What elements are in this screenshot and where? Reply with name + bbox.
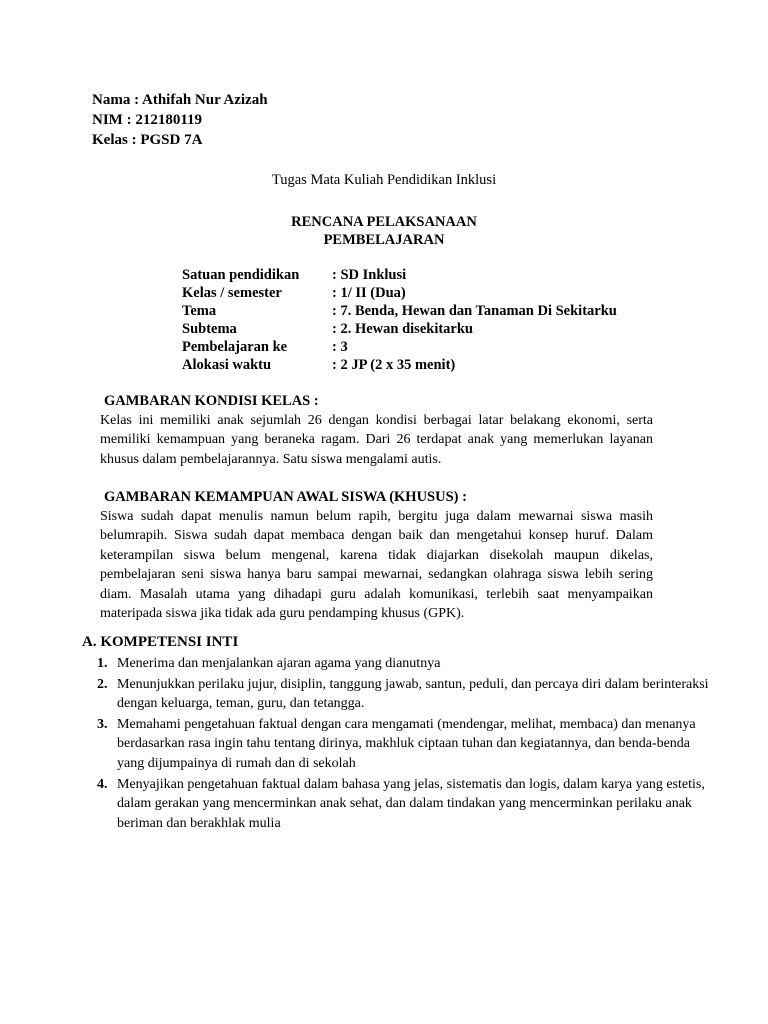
- item-text: Memahami pengetahuan faktual dengan cara mengamati (mendengar, melihat, membaca) dan menanya berdasarkan rasa ingin tahu tentang dirinya, makhluk ciptaan tuhan dan kegiatannya, dan benda-benda yang dijumpainya di rumah dan di sekolah: [117, 716, 696, 771]
- info-row: [182, 320, 617, 338]
- item-number: 4.: [97, 776, 108, 792]
- info-row: [182, 338, 617, 356]
- kompetensi-inti-list: [97, 654, 717, 834]
- info-value: : SD Inklusi: [332, 267, 407, 283]
- info-row: [182, 356, 617, 374]
- course-title: Tugas Mata Kuliah Pendidikan Inklusi: [271, 172, 497, 188]
- info-value: : 7. Benda, Hewan dan Tanaman Di Sekitarku: [332, 303, 617, 319]
- info-row: [182, 302, 617, 320]
- info-value: : 2. Hewan disekitarku: [332, 321, 473, 337]
- student-nim: NIM : 212180119: [92, 112, 202, 128]
- item-number: 3.: [97, 716, 108, 732]
- list-item: [97, 675, 717, 714]
- item-text: Menerima dan menjalankan ajaran agama yang dianutnya: [117, 656, 441, 671]
- info-label: Tema: [182, 303, 217, 319]
- item-number: 1.: [97, 656, 108, 671]
- item-text: Menunjukkan perilaku jujur, disiplin, tanggung jawab, santun, peduli, dan percaya diri dalam berinteraksi dengan keluarga, teman, guru, dan tetangga.: [117, 676, 709, 712]
- document-title-line2: PEMBELAJARAN: [323, 232, 445, 248]
- list-item: [97, 775, 717, 834]
- info-label: Subtema: [182, 321, 237, 337]
- kondisi-kelas-heading: GAMBARAN KONDISI KELAS :: [104, 393, 319, 409]
- info-label: Kelas / semester: [182, 285, 282, 301]
- info-value: : 2 JP (2 x 35 menit): [332, 357, 456, 373]
- kondisi-kelas-paragraph: Kelas ini memiliki anak sejumlah 26 dengan kondisi berbagai latar belakang ekonomi, serta memiliki kemampuan yang beraneka ragam. Dari 26 terdapat anak yang memerlukan layanan khusus dalam pembelajarannya. Satu siswa mengalami autis.: [100, 413, 653, 467]
- list-item: [97, 654, 717, 674]
- info-value: : 1/ II (Dua): [332, 285, 406, 301]
- item-number: 2.: [97, 676, 108, 692]
- info-row: [182, 266, 617, 284]
- info-label: Satuan pendidikan: [182, 267, 300, 283]
- student-class: Kelas : PGSD 7A: [92, 132, 203, 148]
- student-name: Nama : Athifah Nur Azizah: [92, 92, 268, 108]
- info-row: [182, 284, 617, 302]
- list-item: [97, 715, 717, 774]
- info-value: : 3: [332, 339, 348, 355]
- lesson-info-table: [182, 266, 617, 374]
- item-text: Menyajikan pengetahuan faktual dalam bahasa yang jelas, sistematis dan logis, dalam karya yang estetis, dalam gerakan yang mencerminkan anak sehat, dan dalam tindakan yang mencerminkan perilaku anak beriman dan berakhlak mulia: [117, 776, 705, 831]
- info-label: Pembelajaran ke: [182, 339, 288, 355]
- kemampuan-awal-paragraph: Siswa sudah dapat menulis namun belum rapih, bergitu juga dalam mewarnai siswa masih belumrapih. Siswa sudah dapat membaca dengan baik dan mengetahui konsep huruf. Dalam keterampilan siswa belum mengenal, karena tidak diajarkan disekolah maupun dikelas, pembelajaran seni siswa hanya baru sampai mewarnai, sedangkan olahraga siswa lebih sering diam. Masalah utama yang dihadapi guru adalah komunikasi, terlebih saat menyampaikan materipada siswa jika tidak ada guru pendamping khusus (GPK).: [100, 509, 653, 622]
- info-label: Alokasi waktu: [182, 357, 272, 373]
- kompetensi-inti-heading: A. KOMPETENSI INTI: [82, 634, 239, 650]
- kemampuan-awal-heading: GAMBARAN KEMAMPUAN AWAL SISWA (KHUSUS) :: [104, 489, 467, 505]
- document-title-line1: RENCANA PELAKSANAAN: [291, 214, 477, 230]
